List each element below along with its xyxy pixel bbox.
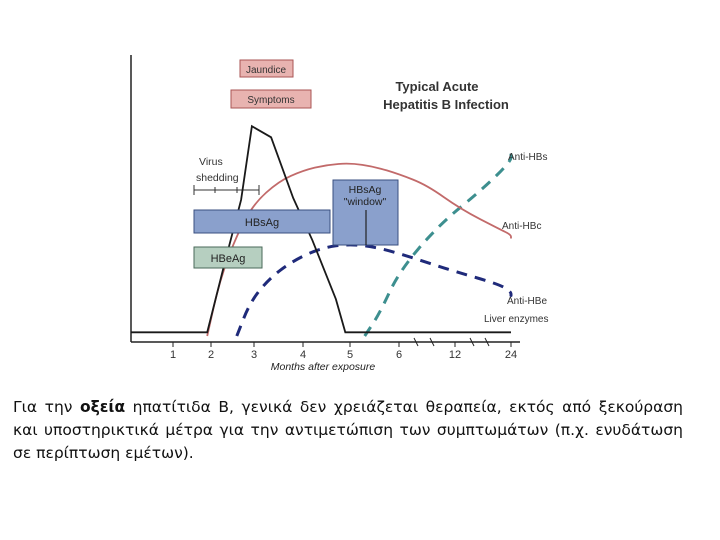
series-labels xyxy=(484,152,548,325)
series-label-anti-hbc: Anti-HBc xyxy=(502,221,542,232)
hbsag-window-line1: HBsAg xyxy=(348,184,382,196)
caption-bold-word: οξεία xyxy=(79,398,126,416)
hbeag-label: HBeAg xyxy=(210,253,246,265)
series-line-anti-hbe xyxy=(237,245,511,336)
x-tick-label: 12 xyxy=(448,349,462,361)
virus-shedding-line1: Virus xyxy=(199,156,223,168)
hbsag-label: HBsAg xyxy=(244,217,280,229)
x-axis-label: Months after exposure xyxy=(270,361,376,373)
x-tick-label: 6 xyxy=(395,349,403,361)
chart-title-line2: Hepatitis B Infection xyxy=(383,97,509,112)
virus-shedding-bracket xyxy=(194,185,259,195)
jaundice-label: Jaundice xyxy=(245,65,287,76)
chart-title-line1: Typical Acute xyxy=(395,79,479,94)
x-tick-label: 2 xyxy=(207,349,215,361)
caption-after: ηπατίτιδα Β, γενικά δεν χρειάζεται θεραπεία, εκτός από ξεκούραση και υποστηρικτικά μέτρα για την αντιμετώπιση των συμπτωμάτων (π.χ. ενυδάτωση σε περίπτωση εμέτων). xyxy=(13,398,684,462)
x-tick-label: 4 xyxy=(299,349,307,361)
series-label-anti-hbs: Anti-HBs xyxy=(508,152,548,163)
x-tick-label: 3 xyxy=(250,349,258,361)
series-label-liver-enzymes: Liver enzymes xyxy=(484,314,549,325)
caption-text xyxy=(13,396,683,465)
hbsag-window-line2: "window" xyxy=(343,196,387,208)
x-tick-label: 5 xyxy=(346,349,354,361)
x-tick-label: 24 xyxy=(504,349,518,361)
caption-before: Για την xyxy=(13,398,80,416)
series-label-anti-hbe: Anti-HBe xyxy=(507,296,548,307)
symptoms-label: Symptoms xyxy=(247,95,295,106)
x-tick-label: 1 xyxy=(169,349,177,361)
virus-shedding-line2: shedding xyxy=(196,172,239,184)
